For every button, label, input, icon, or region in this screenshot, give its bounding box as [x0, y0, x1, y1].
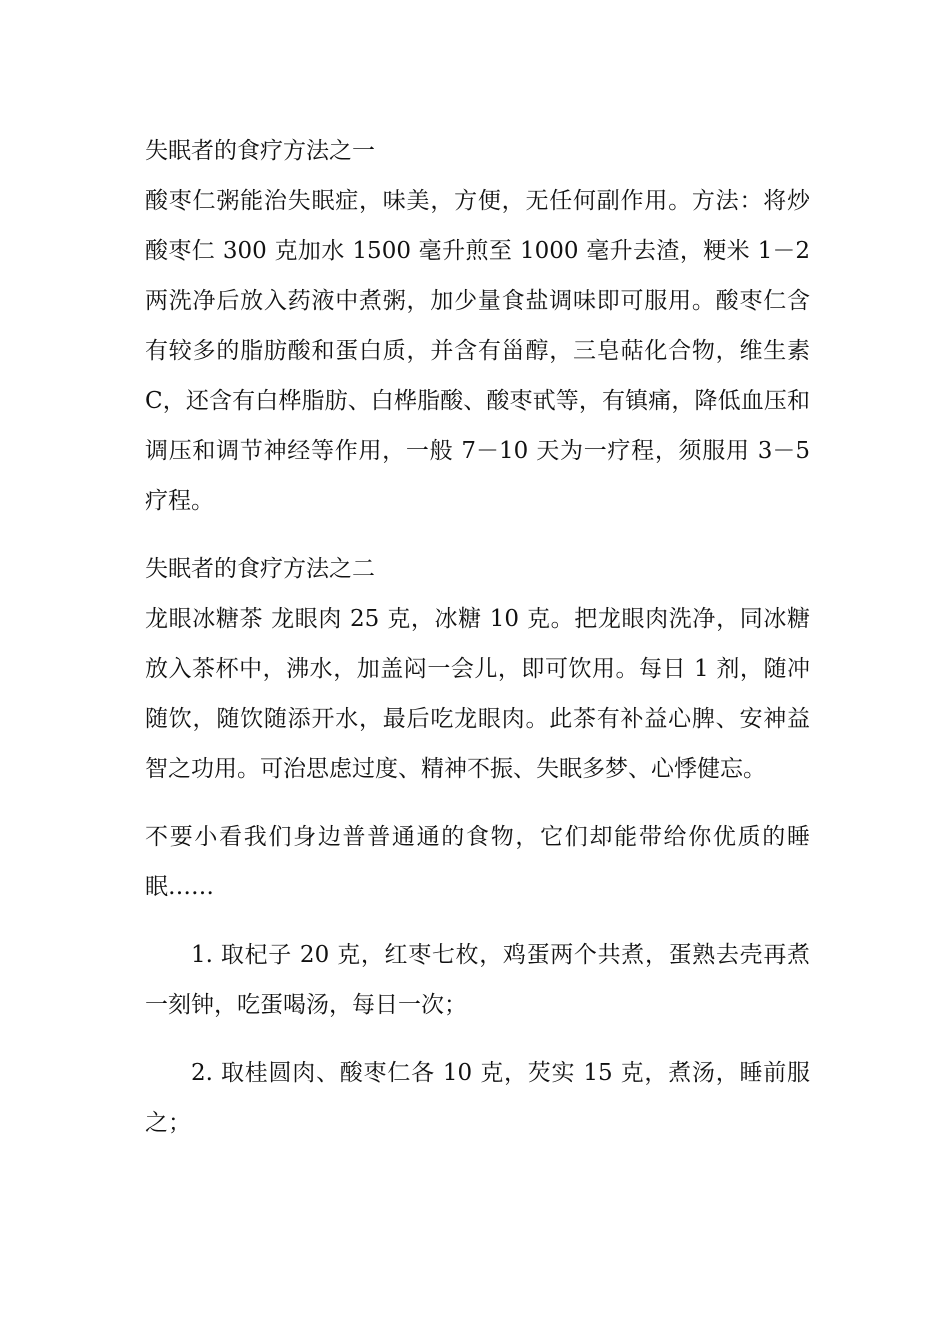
section-2-heading: 失眠者的食疗方法之二 — [145, 556, 375, 582]
intro-text: 不要小看我们身边普普通通的食物，它们却能带给你优质的睡眠…… — [145, 824, 810, 900]
spacer — [145, 912, 810, 930]
section-1-heading: 失眠者的食疗方法之一 — [145, 138, 375, 164]
spacer — [145, 526, 810, 544]
list-item-text: 1. 取杞子 20 克，红枣七枚，鸡蛋两个共煮，蛋熟去壳再煮一刻钟，吃蛋喝汤，每日一次； — [145, 942, 810, 1018]
intro-paragraph — [145, 812, 810, 912]
document-page — [145, 126, 810, 1148]
spacer — [145, 794, 810, 812]
section-2 — [145, 544, 810, 794]
section-2-body: 龙眼冰糖茶 龙眼肉 25 克，冰糖 10 克。把龙眼肉洗净，同冰糖放入茶杯中，沸水，加盖闷一会儿，即可饮用。每日 1 剂，随冲随饮，随饮随添开水，最后吃龙眼肉。此茶有补益心脾、安神益智之功用。可治思虑过度、精神不振、失眠多梦、心悸健忘。 — [145, 606, 810, 782]
list-item-text: 2. 取桂圆肉、酸枣仁各 10 克，芡实 15 克，煮汤，睡前服之； — [145, 1060, 810, 1136]
list-item — [145, 1048, 810, 1148]
section-1 — [145, 126, 810, 526]
spacer — [145, 1030, 810, 1048]
section-1-body: 酸枣仁粥能治失眠症，味美，方便，无任何副作用。方法：将炒酸枣仁 300 克加水 1500 毫升煎至 1000 毫升去渣，粳米 1－2 两洗净后放入药液中煮粥，加少量食盐调味即可服用。酸枣仁含有较多的脂肪酸和蛋白质，并含有甾醇，三皂萜化合物，维生素 C，还含有白桦脂肪、白桦脂酸、酸枣甙等，有镇痛，降低血压和调压和调节神经等作用，一般 7－10 天为一疗程，须服用 3－5 疗程。 — [145, 188, 810, 514]
list-item — [145, 930, 810, 1030]
